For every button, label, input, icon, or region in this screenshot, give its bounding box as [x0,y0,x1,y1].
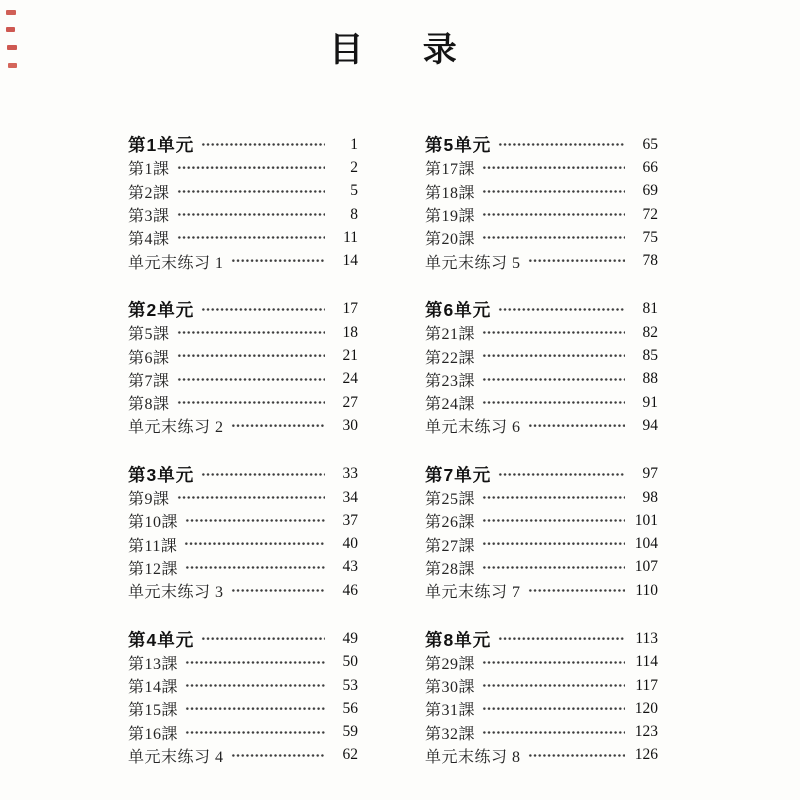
dot-leader [185,697,325,720]
entry-label: 第9課 [128,491,170,508]
page-number: 21 [342,347,358,365]
toc-item-row [128,651,358,674]
toc-item-row [128,556,358,579]
toc-column-right [425,133,658,767]
unit-title: 第7单元 [425,464,492,485]
toc-item-row [128,368,358,391]
dot-leader [482,321,625,344]
toc-section [425,133,658,273]
toc-section [128,627,358,767]
page-number: 53 [342,676,358,694]
entry-label: 第6課 [128,349,170,367]
toc-section [425,627,658,767]
page-number: 34 [342,488,358,506]
toc-item-row [425,532,658,555]
page-number: 49 [342,629,358,647]
dot-leader [528,249,625,272]
dot-leader [231,249,325,272]
page-number: 65 [642,135,658,153]
toc-item-row [425,509,658,532]
dot-leader [177,344,325,367]
dot-leader [177,203,325,226]
toc-item-row [128,226,358,249]
toc-unit-row [128,463,358,486]
page-number: 30 [342,416,358,434]
toc-item-row [425,486,658,509]
toc-section [425,463,658,603]
entry-label: 第7課 [128,372,170,390]
toc-item-row [128,674,358,697]
dot-leader [184,532,325,555]
dot-leader [177,180,325,203]
dot-leader [231,414,325,437]
toc-item-row [425,697,658,720]
entry-label: 单元末练习 2 [128,419,224,437]
dot-leader [201,463,325,486]
dot-leader [482,556,625,579]
entry-label: 第10課 [128,514,179,532]
unit-title: 第3单元 [128,464,195,485]
toc-section [425,298,658,438]
toc-item-row [425,579,658,602]
page-number: 110 [635,581,658,599]
page-number: 5 [350,182,358,200]
dot-leader [177,321,325,344]
toc-item-row [128,509,358,532]
dot-leader [177,368,325,391]
dot-leader [482,226,625,249]
entry-label: 第4課 [128,231,170,249]
dot-leader [231,744,325,767]
page-number: 14 [342,252,358,270]
dot-leader [528,579,625,602]
toc-item-row [425,180,658,203]
page-number: 107 [634,558,658,576]
toc-item-row [425,674,658,697]
dot-leader [482,532,625,555]
toc-columns [128,133,658,767]
dot-leader [201,133,325,156]
toc-item-row [128,203,358,226]
toc-item-row [425,556,658,579]
toc-item-row [128,180,358,203]
toc-unit-row [128,627,358,650]
entry-label: 第2課 [128,184,170,202]
entry-label: 第15課 [128,702,179,720]
page-number: 62 [342,746,358,764]
unit-title: 第2单元 [128,299,195,320]
page-number: 91 [642,393,658,411]
entry-label: 第13課 [128,655,179,673]
entry-label: 第18課 [425,184,476,202]
dot-leader [482,486,625,509]
page-number: 24 [342,370,358,388]
entry-label: 第23課 [425,372,476,390]
page-number: 37 [342,511,358,529]
dot-leader [185,721,325,744]
page-number: 27 [342,393,358,411]
toc-item-row [425,414,658,437]
page-number: 88 [642,370,658,388]
toc-section [128,133,358,273]
dot-leader [177,486,325,509]
toc-item-row [425,321,658,344]
entry-label: 第24課 [425,396,476,414]
dot-leader [185,651,325,674]
dot-leader [177,156,325,179]
dot-leader [482,368,625,391]
toc-item-row [425,368,658,391]
page-number: 123 [634,723,658,741]
entry-label: 单元末练习 5 [425,254,521,272]
entry-label: 第29課 [425,655,476,673]
scan-artifact-red-mark [6,10,16,15]
toc-item-row [128,744,358,767]
entry-label: 第21課 [425,326,476,344]
toc-item-row [128,344,358,367]
dot-leader [201,298,325,321]
page-number: 11 [343,228,358,246]
dot-leader [498,627,625,650]
toc-item-row [425,344,658,367]
entry-label: 单元末练习 6 [425,419,521,437]
dot-leader [185,556,325,579]
entry-label: 第3課 [128,208,170,226]
entry-label: 第31課 [425,702,476,720]
entry-label: 第5課 [128,326,170,344]
page-number: 81 [642,300,658,318]
page-number: 2 [350,158,358,176]
toc-section [128,298,358,438]
entry-label: 单元末练习 4 [128,748,224,766]
page-number: 59 [342,723,358,741]
entry-label: 第30課 [425,679,476,697]
dot-leader [482,180,625,203]
page-number: 43 [342,558,358,576]
entry-label: 第16課 [128,725,179,743]
entry-label: 单元末练习 7 [425,584,521,602]
toc-unit-row [425,463,658,486]
page-number: 69 [642,182,658,200]
page-number: 114 [635,653,658,671]
entry-label: 第27課 [425,537,476,555]
toc-unit-row [425,627,658,650]
toc-item-row [128,156,358,179]
dot-leader [482,674,625,697]
toc-item-row [425,203,658,226]
page-number: 113 [635,629,658,647]
toc-item-row [128,249,358,272]
toc-item-row [128,391,358,414]
dot-leader [177,226,325,249]
page-number: 75 [642,228,658,246]
toc-column-left [128,133,358,767]
toc-item-row [425,744,658,767]
page-number: 94 [642,416,658,434]
toc-item-row [128,532,358,555]
toc-item-row [128,697,358,720]
entry-label: 第1課 [128,161,170,179]
entry-label: 第26課 [425,514,476,532]
dot-leader [185,674,325,697]
dot-leader [482,651,625,674]
page-number: 97 [642,465,658,483]
toc-item-row [128,579,358,602]
entry-label: 单元末练习 8 [425,748,521,766]
page-number: 33 [342,465,358,483]
toc-item-row [425,249,658,272]
toc-unit-row [128,133,358,156]
toc-item-row [128,486,358,509]
dot-leader [482,721,625,744]
page-number: 78 [642,252,658,270]
page-number: 40 [342,535,358,553]
entry-label: 第17課 [425,161,476,179]
toc-item-row [425,226,658,249]
entry-label: 单元末练习 3 [128,584,224,602]
unit-title: 第4单元 [128,629,195,650]
unit-title: 第1单元 [128,135,195,156]
page-number: 66 [642,158,658,176]
page-number: 104 [634,535,658,553]
unit-title: 第5单元 [425,135,492,156]
toc-item-row [425,156,658,179]
entry-label: 第11課 [128,537,178,555]
entry-label: 第8課 [128,396,170,414]
entry-label: 第19課 [425,208,476,226]
page-number: 101 [634,511,658,529]
dot-leader [482,156,625,179]
dot-leader [482,391,625,414]
page-number: 117 [635,676,658,694]
entry-label: 第32課 [425,725,476,743]
page-number: 50 [342,653,358,671]
page-number: 98 [642,488,658,506]
toc-unit-row [425,298,658,321]
page-number: 72 [642,205,658,223]
entry-label: 第12課 [128,560,179,578]
toc-unit-row [425,133,658,156]
toc-item-row [128,321,358,344]
entry-label: 第22課 [425,349,476,367]
toc-item-row [425,651,658,674]
toc-item-row [128,721,358,744]
entry-label: 第20課 [425,231,476,249]
unit-title: 第8单元 [425,629,492,650]
toc-section [128,463,358,603]
toc-item-row [425,391,658,414]
dot-leader [231,579,325,602]
dot-leader [201,627,325,650]
dot-leader [177,391,325,414]
page-number: 85 [642,347,658,365]
entry-label: 第28課 [425,560,476,578]
page-number: 56 [342,699,358,717]
dot-leader [482,509,625,532]
unit-title: 第6单元 [425,299,492,320]
dot-leader [528,414,625,437]
toc-item-row [425,721,658,744]
page-number: 82 [642,323,658,341]
dot-leader [528,744,625,767]
entry-label: 单元末练习 1 [128,254,224,272]
dot-leader [498,463,625,486]
dot-leader [185,509,325,532]
page-number: 126 [634,746,658,764]
page-number: 8 [350,205,358,223]
toc-item-row [128,414,358,437]
page-number: 1 [350,135,358,153]
page-title: 目 录 [329,31,459,69]
dot-leader [498,298,625,321]
page-number: 18 [342,323,358,341]
page-number: 120 [634,699,658,717]
page-number: 17 [342,300,358,318]
dot-leader [482,344,625,367]
toc-unit-row [128,298,358,321]
page-number: 46 [342,581,358,599]
entry-label: 第25課 [425,491,476,508]
dot-leader [498,133,625,156]
dot-leader [482,697,625,720]
entry-label: 第14課 [128,679,179,697]
dot-leader [482,203,625,226]
